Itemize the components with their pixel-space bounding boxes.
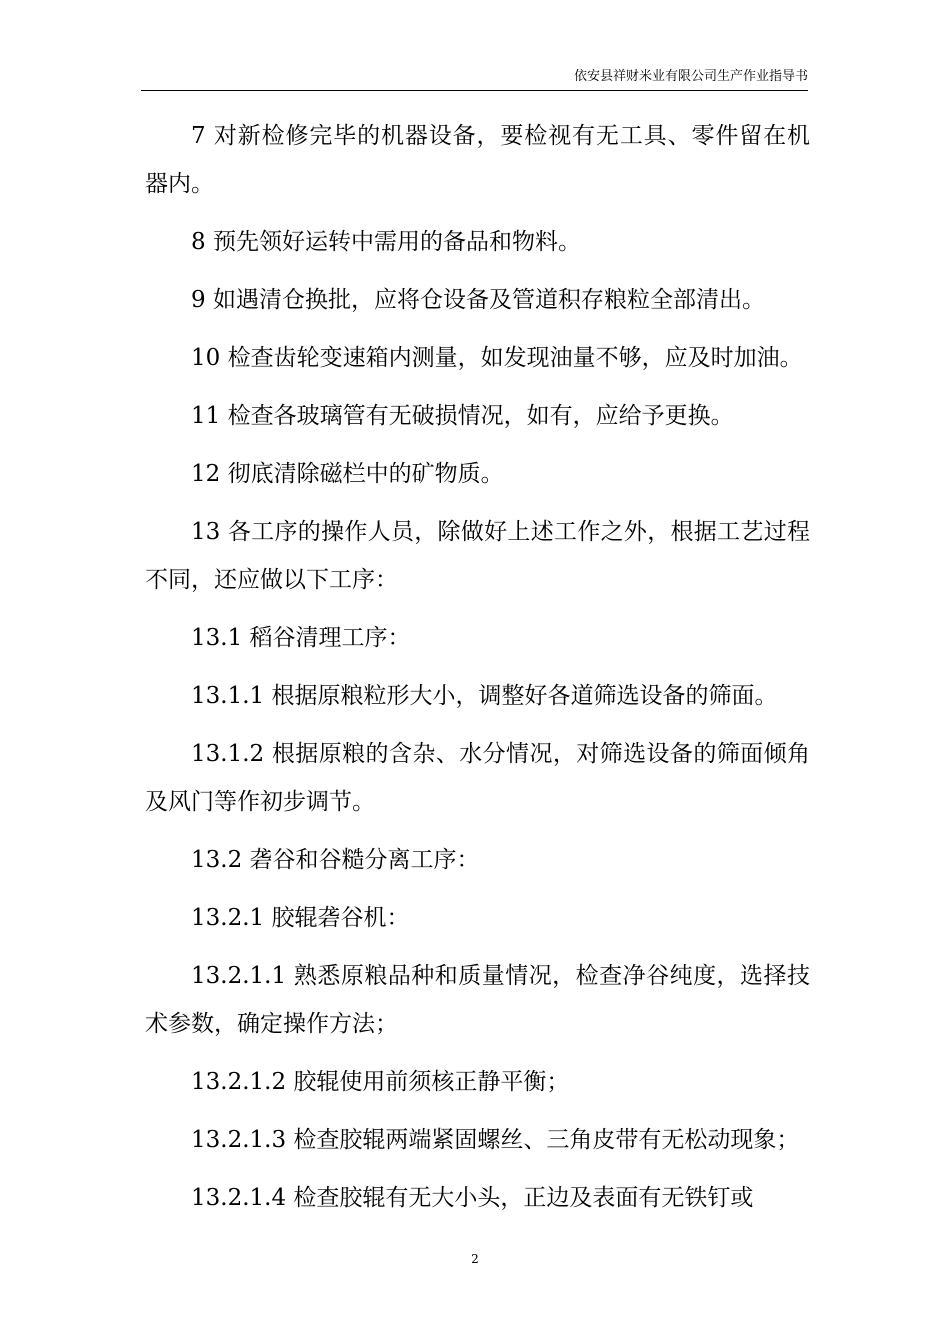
paragraph-13-1-1: 13.1.1 根据原粮粒形大小，调整好各道筛选设备的筛面。 [191,683,778,709]
paragraph-13-1-2: 13.1.2 根据原粮的含杂、水分情况，对筛选设备的筛面倾角及风门等作初步调节。 [145,741,810,815]
paragraph-11: 11 检查各玻璃管有无破损情况，如有，应给予更换。 [191,403,734,429]
paragraph-12: 12 彻底清除磁栏中的矿物质。 [191,461,504,487]
paragraph-13-2-1-2: 13.2.1.2 胶辊使用前须核正静平衡； [191,1069,570,1095]
page-number: 2 [471,1252,479,1266]
paragraph-9: 9 如遇清仓换批，应将仓设备及管道积存粮粒全部清出。 [191,287,765,313]
paragraph-13-2-1-1: 13.2.1.1 熟悉原粮品种和质量情况，检查净谷纯度，选择技术参数，确定操作方法； [145,963,810,1037]
paragraph-13: 13 各工序的操作人员，除做好上述工作之外，根据工艺过程不同，还应做以下工序： [145,519,810,593]
paragraph-13-2-1-4: 13.2.1.4 检查胶辊有无大小头，正边及表面有无铁钉或 [191,1185,754,1211]
paragraph-13-1: 13.1 稻谷清理工序： [191,625,411,651]
paragraph-8: 8 预先领好运转中需用的备品和物料。 [191,229,581,255]
paragraph-13-2: 13.2 砻谷和谷糙分离工序： [191,847,480,873]
paragraph-7: 7 对新检修完毕的机器设备，要检视有无工具、零件留在机器内。 [145,123,810,197]
paragraph-13-2-1: 13.2.1 胶辊砻谷机： [191,905,410,931]
page-header [141,64,808,91]
document-body [145,112,810,1232]
header-title: 依安县祥财米业有限公司生产作业指导书 [573,69,808,84]
paragraph-13-2-1-3: 13.2.1.3 检查胶辊两端紧固螺丝、三角皮带有无松动现象； [191,1127,800,1153]
paragraph-10: 10 检查齿轮变速箱内测量，如发现油量不够，应及时加油。 [191,345,803,371]
